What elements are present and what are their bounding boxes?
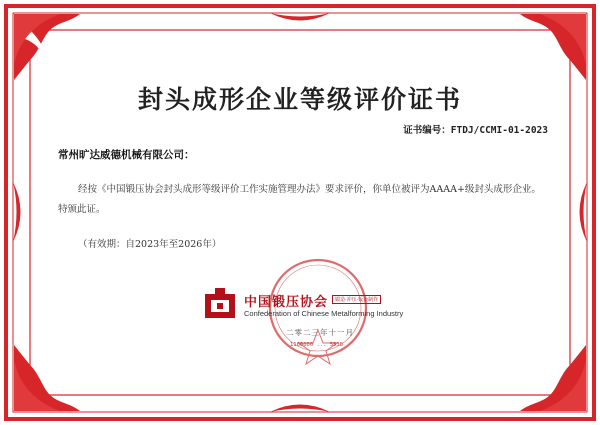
- issuer-name-cn: 中国锻压协会: [244, 295, 329, 310]
- issuer-name-en: Confederation of Chinese Metalforming Industry: [244, 309, 404, 318]
- recipient-name: 常州旷达威德机械有限公司：: [58, 149, 195, 161]
- corner-ornament-top-left: [14, 14, 80, 80]
- corner-ornament-top-right: [520, 14, 586, 80]
- corner-ornament-bottom-right: [520, 345, 586, 411]
- certificate-number: 证书编号：FTDJ/CCMI-01-2023: [403, 125, 548, 136]
- issue-date: 二零二三年十一月: [286, 328, 354, 337]
- certificate-title: 封头成形企业等级评价证书: [137, 85, 462, 114]
- seal-code: 1160000 ... 5538: [290, 342, 343, 348]
- validity-period: （有效期：自2023年至2026年）: [78, 239, 222, 250]
- corner-ornament-bottom-left: [14, 345, 80, 411]
- certificate-body: 经按《中国锻压协会封头成形等级评价工作实施管理办法》要求评价，你单位被评为AAAA+级封头成形企业。特颁此证。: [58, 184, 541, 215]
- issuer-logo-block: [200, 285, 430, 325]
- issuer-tagline: 锻造·冲压·钣金制作: [332, 295, 381, 304]
